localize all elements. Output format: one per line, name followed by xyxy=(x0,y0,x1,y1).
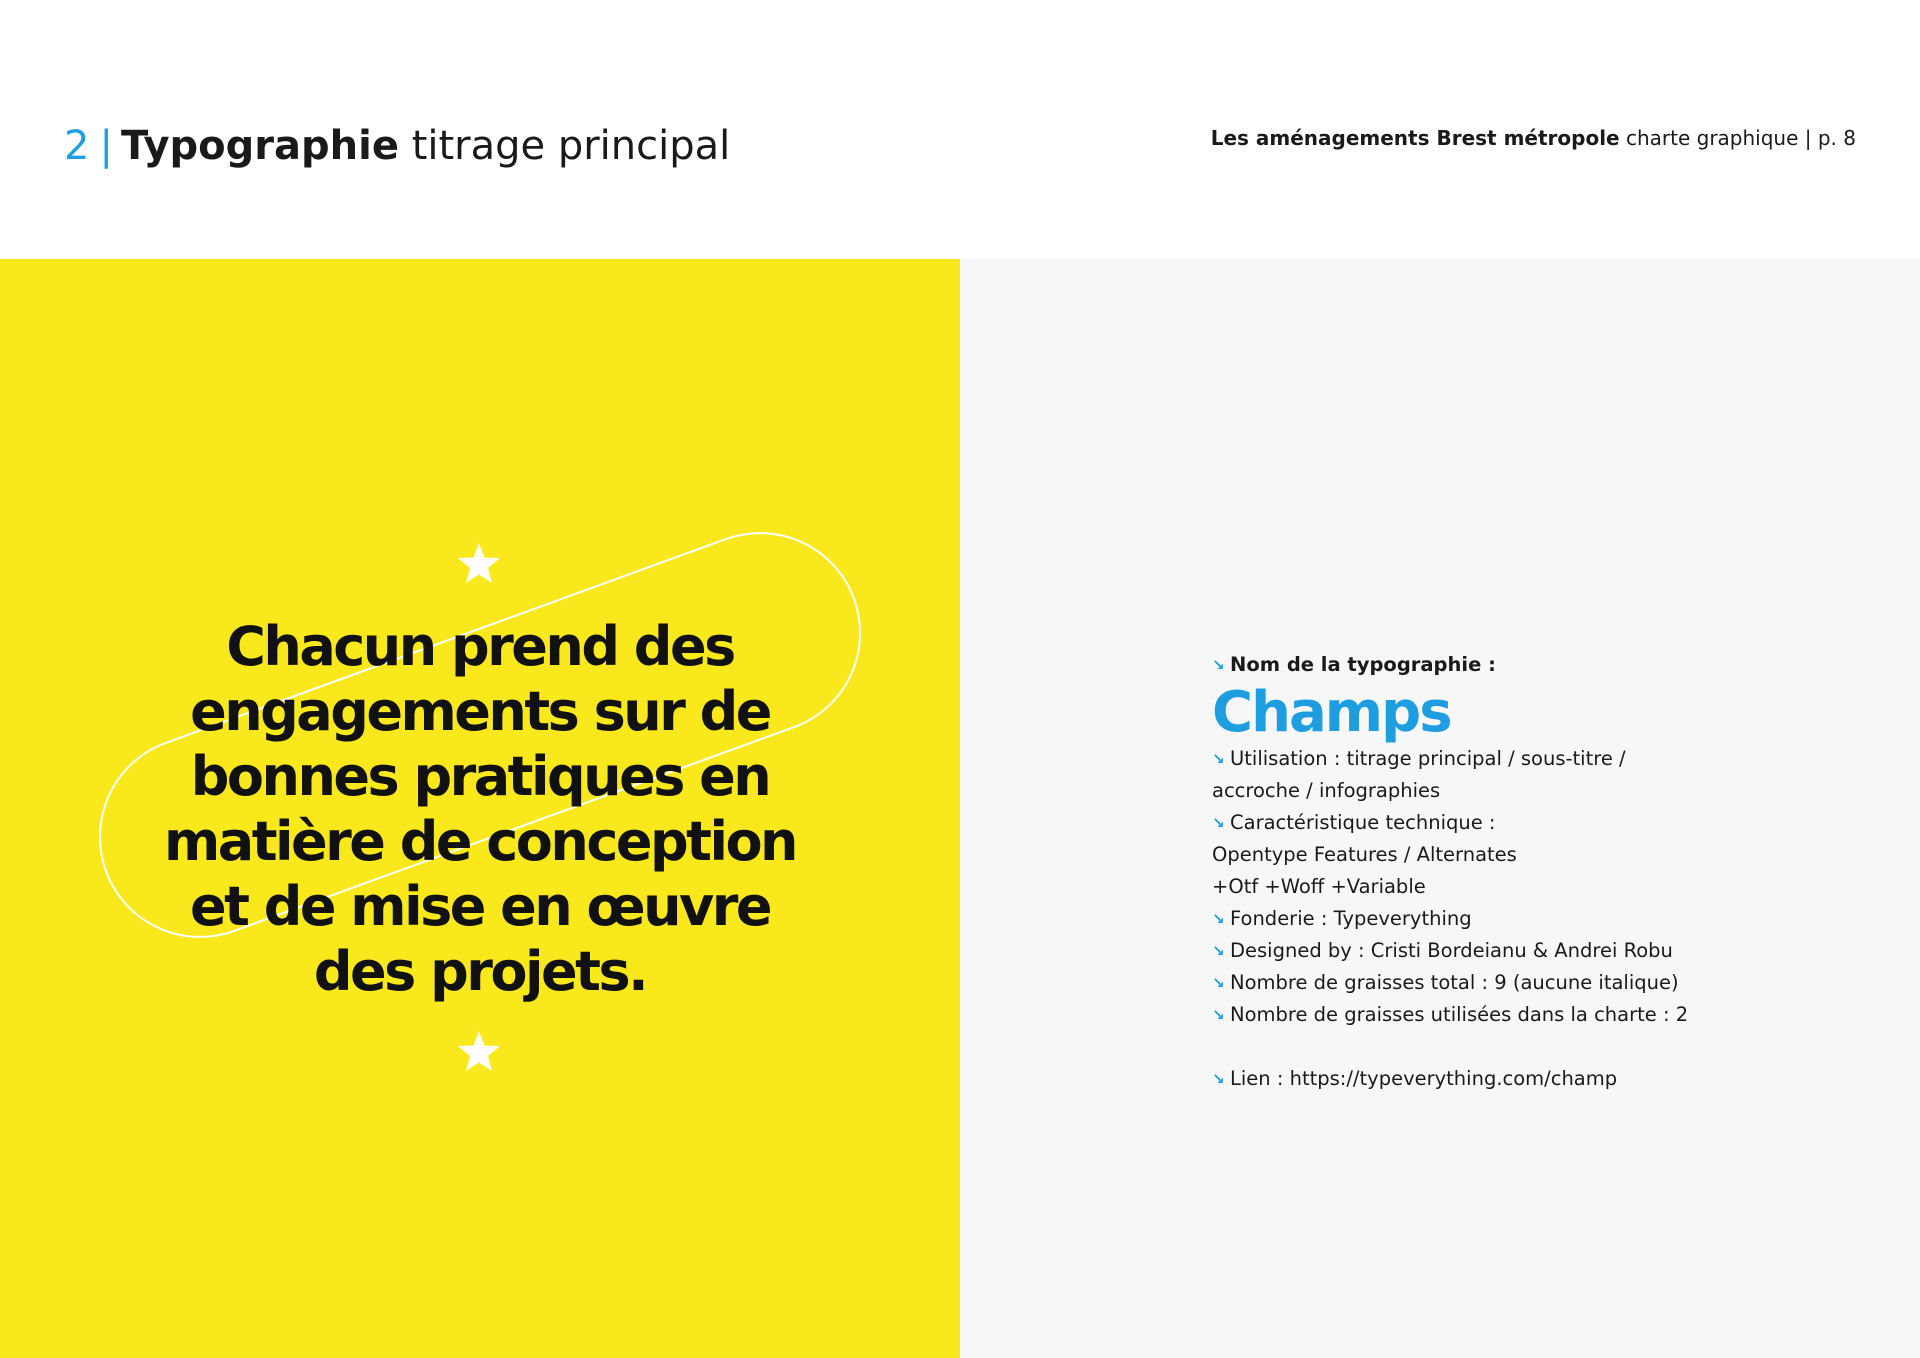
arrow-down-right-icon: ↘ xyxy=(1212,1006,1225,1024)
spec-weights-total: Nombre de graisses total : 9 (aucune italique) xyxy=(1230,971,1679,994)
spec-designers: Designed by : Cristi Bordeianu & Andrei Robu xyxy=(1230,939,1673,962)
arrow-down-right-icon: ↘ xyxy=(1212,656,1225,674)
quote-line: Chacun prend des xyxy=(226,615,734,678)
spec-usage-row xyxy=(1212,743,1732,775)
spec-tech-row xyxy=(1212,807,1732,839)
quote-panel xyxy=(0,259,960,1358)
quote-line: bonnes pratiques en xyxy=(190,745,770,808)
page-title xyxy=(64,120,730,172)
spacer xyxy=(1212,1031,1732,1063)
spec-link-row[interactable] xyxy=(1212,1063,1732,1095)
spec-tech-features: Opentype Features / Alternates xyxy=(1212,843,1517,866)
running-header xyxy=(1211,125,1856,151)
spec-foundry: Fonderie : Typeverything xyxy=(1230,907,1472,930)
arrow-down-right-icon: ↘ xyxy=(1212,942,1225,960)
arrow-down-right-icon: ↘ xyxy=(1212,750,1225,768)
document-name: Les aménagements Brest métropole xyxy=(1210,126,1620,150)
title-strong: Typographie xyxy=(120,123,399,169)
spec-tech-label: Caractéristique technique : xyxy=(1230,811,1496,834)
typeface-name: Champs xyxy=(1212,680,1451,745)
title-separator: | xyxy=(99,123,113,169)
spec-usage-cont: accroche / infographies xyxy=(1212,779,1441,802)
spec-name-label: Nom de la typographie : xyxy=(1230,653,1496,676)
spec-tech-formats: +Otf +Woff +Variable xyxy=(1212,875,1426,898)
arrow-down-right-icon: ↘ xyxy=(1212,910,1225,928)
quote-line: matière de conception xyxy=(164,810,796,873)
typeface-specs xyxy=(1212,649,1732,1095)
page-reference: charte graphique | p. 8 xyxy=(1625,126,1856,150)
spec-foundry-row xyxy=(1212,903,1732,935)
quote-line: engagements sur de xyxy=(190,680,770,743)
quote-line: et de mise en œuvre xyxy=(189,875,770,938)
quote-line: des projets. xyxy=(313,940,647,1003)
spec-usage: Utilisation : titrage principal / sous-titre / xyxy=(1230,747,1626,770)
arrow-down-right-icon: ↘ xyxy=(1212,814,1225,832)
title-light: titrage principal xyxy=(411,123,731,169)
spec-name-label-row xyxy=(1212,649,1732,681)
quote-text xyxy=(60,614,900,1004)
typeface-link[interactable]: Lien : https://typeverything.com/champ xyxy=(1230,1067,1618,1090)
spec-designers-row xyxy=(1212,935,1732,967)
arrow-down-right-icon: ↘ xyxy=(1212,974,1225,992)
spec-weights-used-row xyxy=(1212,999,1732,1031)
section-number: 2 xyxy=(64,123,90,169)
star-icon xyxy=(456,1029,502,1073)
spec-weights-total-row xyxy=(1212,967,1732,999)
star-icon xyxy=(456,541,502,585)
arrow-down-right-icon: ↘ xyxy=(1212,1070,1225,1088)
spec-weights-used: Nombre de graisses utilisées dans la charte : 2 xyxy=(1230,1003,1689,1026)
